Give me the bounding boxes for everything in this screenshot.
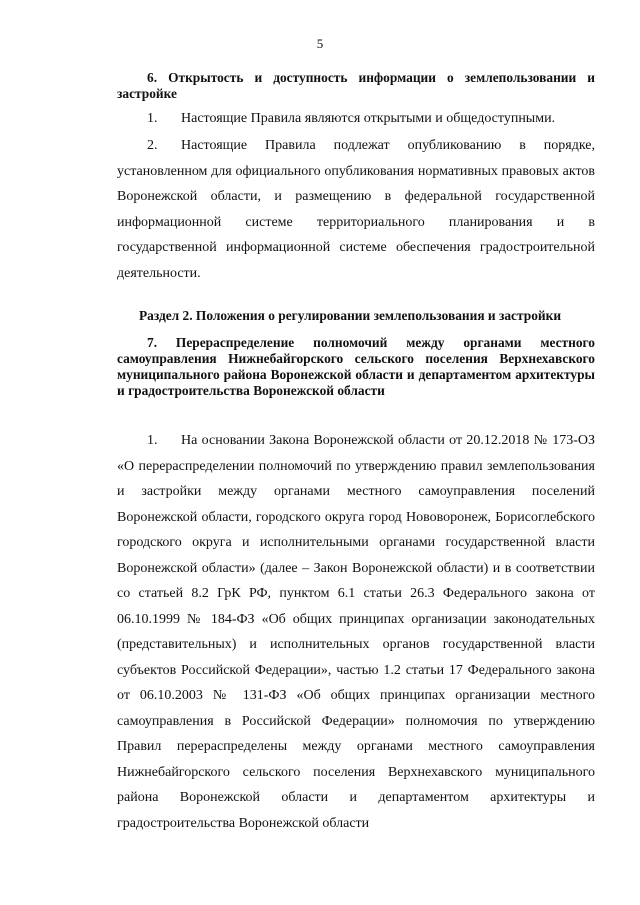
item-text: Настоящие Правила подлежат опубликованию в порядке, установленном для официального опубликования нормативных правовых актов Воронежской области, и размещению в федеральной государственной информационной системе территориального планирования и в государственной информационной системе обеспечения градостроительной деятельности. (117, 138, 595, 281)
section-7-item-1 (117, 428, 595, 836)
section-6-heading: 6. Открытость и доступность информации о землепользовании и застройке (117, 70, 595, 101)
section-7-heading: 7. Перераспределение полномочий между органами местного самоуправления Нижнебайгорского сельского поселения Верхнехавского муниципального района Воронежской области и департаментом архитектуры и градостроительства Воронежской области (117, 335, 595, 398)
section-6-item-1 (117, 106, 595, 132)
section-6-item-2 (117, 133, 595, 286)
page-number: 5 (316, 36, 324, 51)
item-text: На основании Закона Воронежской области от 20.12.2018 № 173-ОЗ «О перераспределении полномочий по утверждению правил землепользования и застройки между органами местного самоуправления поселений Воронежской области, городского округа город Нововоронеж, Борисоглебского городского округа и исполнительными органами государственной власти Воронежской области» (далее – Закон Воронежской области) и в соответствии со статьей 8.2 ГрК РФ, пунктом 6.1 статьи 26.3 Федерального закона от 06.10.1999 № 184-ФЗ «Об общих принципах организации законодательных (представительных) и исполнительных органов государственной власти субъектов Российской Федерации», частью 1.2 статьи 17 Федерального закона от 06.10.2003 № 131-ФЗ «Об общих принципах организации местного самоуправления в Российской Федерации» полномочия по утверждению Правил перераспределены между органами местного самоуправления Нижнебайгорского сельского поселения Верхнехавского муниципального района Воронежской области и департаментом архитектуры и градостроительства Воронежской области (117, 433, 595, 831)
item-number: 2. (147, 138, 158, 153)
part-2-heading: Раздел 2. Положения о регулировании землепользования и застройки (138, 308, 562, 323)
item-text: Настоящие Правила являются открытыми и общедоступными. (181, 111, 556, 126)
item-number: 1. (147, 433, 158, 448)
item-number: 1. (147, 111, 158, 126)
